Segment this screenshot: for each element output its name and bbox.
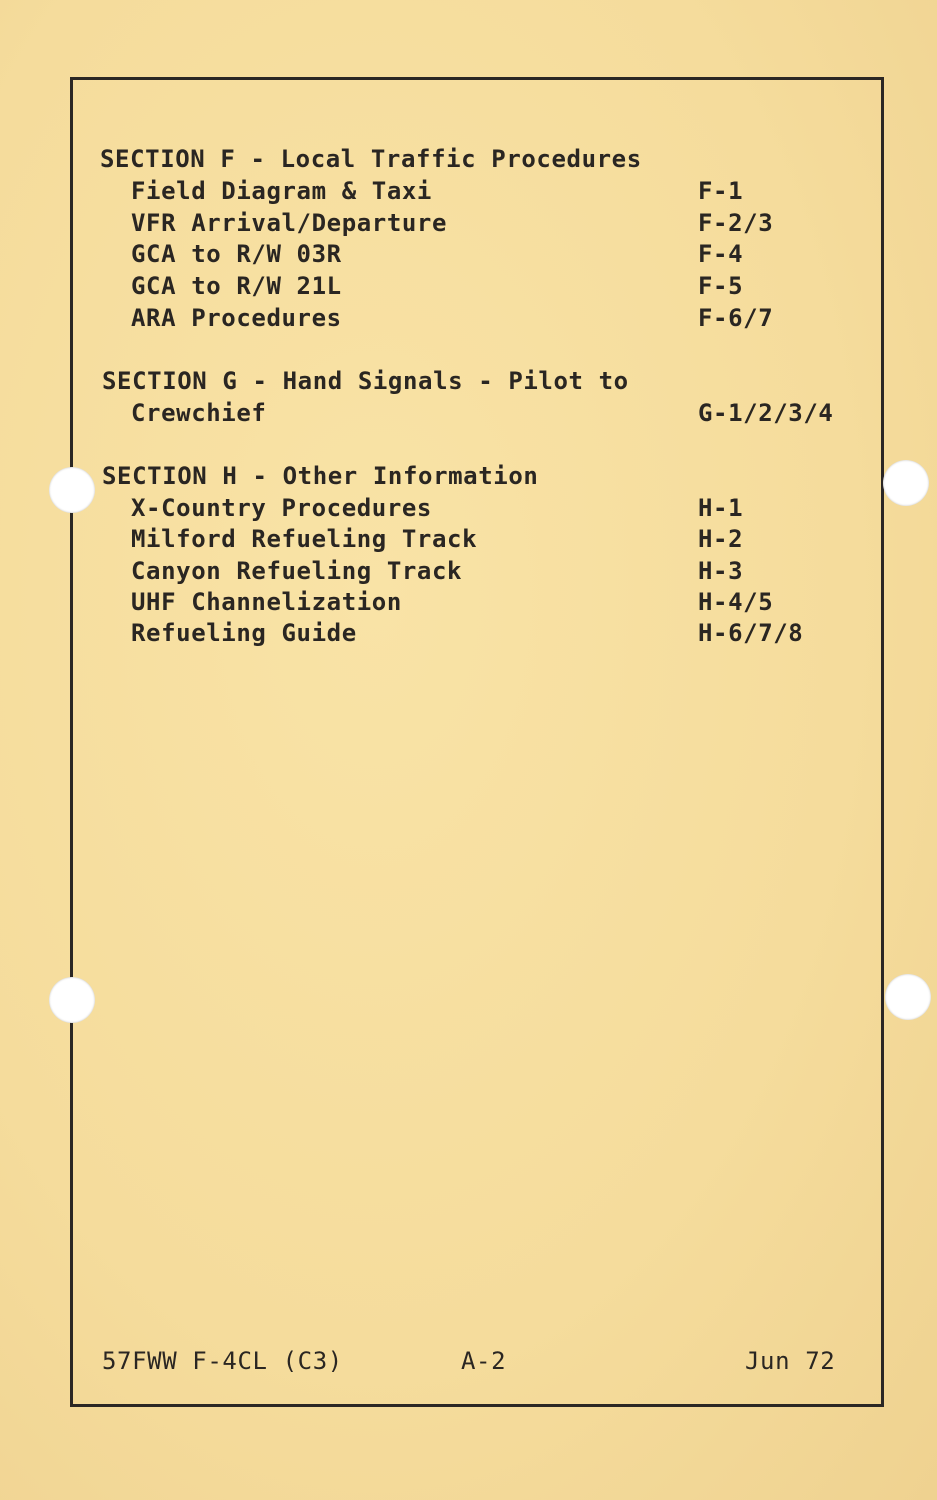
section-h-entry-label: UHF Channelization <box>131 588 402 616</box>
section-f-entry-label: VFR Arrival/Departure <box>131 209 448 237</box>
section-f-entry-page: F-4 <box>698 240 744 268</box>
footer-doc-id: 57FWW F-4CL (C3) <box>102 1347 343 1375</box>
section-h-entry-page: H-6/7/8 <box>698 619 804 647</box>
punch-hole-left-top <box>49 467 95 513</box>
section-f-entry-label: ARA Procedures <box>131 304 342 332</box>
section-f-entry-label: GCA to R/W 21L <box>131 272 342 300</box>
section-f-entry-label: Field Diagram & Taxi <box>131 177 432 205</box>
section-g-heading: SECTION G - Hand Signals - Pilot to <box>102 367 629 395</box>
section-h-entry-page: H-3 <box>698 557 744 585</box>
footer-date: Jun 72 <box>745 1347 836 1375</box>
section-h-entry-page: H-4/5 <box>698 588 774 616</box>
punch-hole-right-bottom <box>885 974 931 1020</box>
section-g-entry-page: G-1/2/3/4 <box>698 399 834 427</box>
punch-hole-left-bottom <box>49 977 95 1023</box>
section-h-heading: SECTION H - Other Information <box>102 462 539 490</box>
section-f-entry-page: F-1 <box>698 177 744 205</box>
section-h-entry-label: Milford Refueling Track <box>131 525 478 553</box>
punch-hole-right-top <box>883 460 929 506</box>
section-h-entry-label: X-Country Procedures <box>131 494 432 522</box>
section-f-entry-page: F-5 <box>698 272 744 300</box>
section-g-entry-label: Crewchief <box>131 399 267 427</box>
section-h-entry-label: Refueling Guide <box>131 619 357 647</box>
section-h-entry-page: H-1 <box>698 494 744 522</box>
section-f-heading: SECTION F - Local Traffic Procedures <box>100 145 642 173</box>
section-f-entry-page: F-2/3 <box>698 209 774 237</box>
section-h-entry-page: H-2 <box>698 525 744 553</box>
section-f-entry-page: F-6/7 <box>698 304 774 332</box>
section-h-entry-label: Canyon Refueling Track <box>131 557 463 585</box>
footer-page-number: A-2 <box>461 1347 507 1375</box>
section-f-entry-label: GCA to R/W 03R <box>131 240 342 268</box>
